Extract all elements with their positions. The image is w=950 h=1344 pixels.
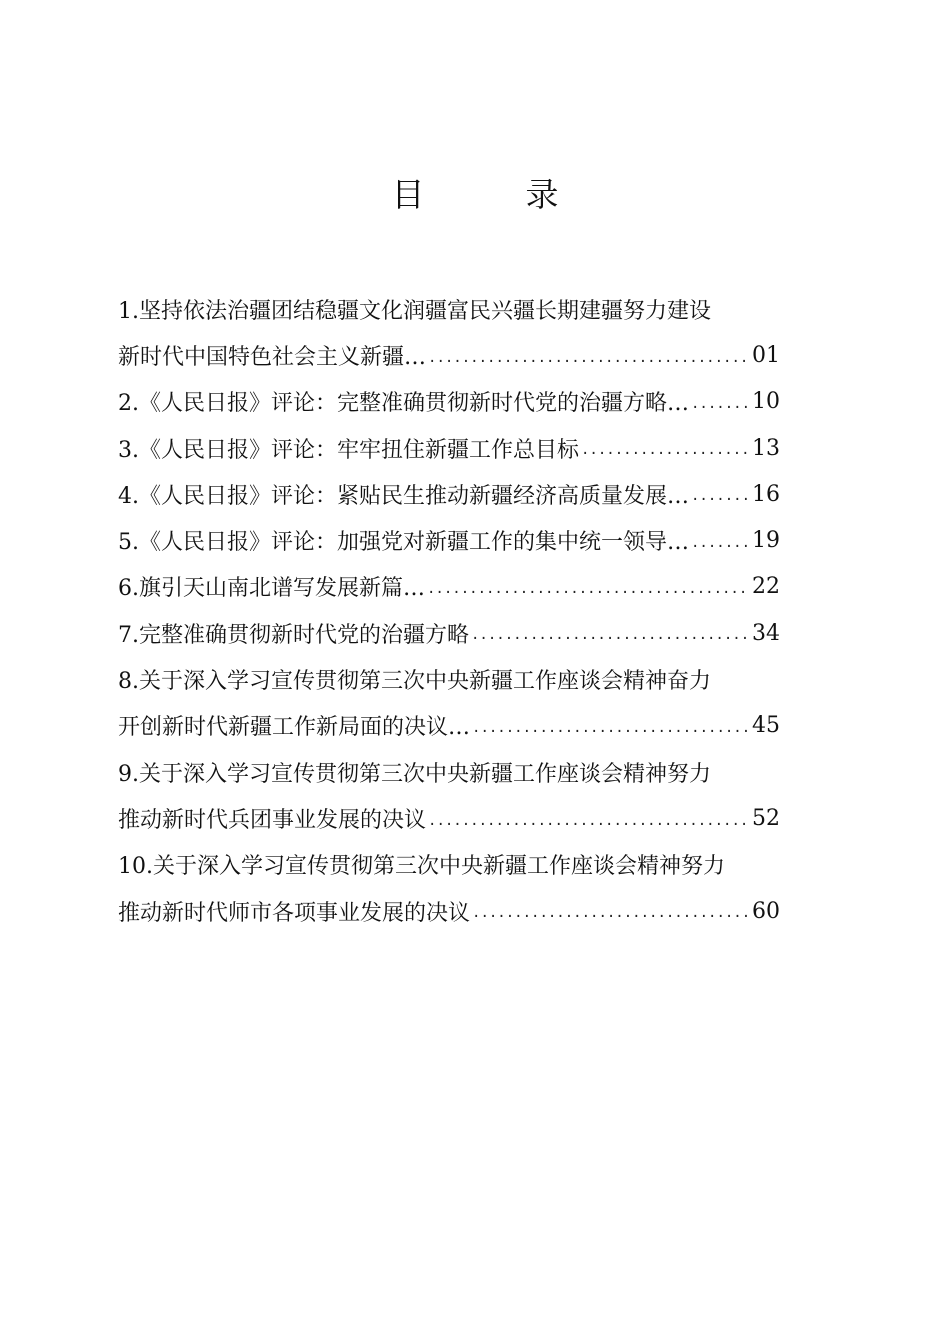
dot-leader	[428, 813, 750, 842]
dot-leader	[472, 905, 750, 934]
toc-entry-text: 开创新时代新疆工作新局面的决议…	[118, 715, 471, 741]
toc-page-number: 34	[752, 620, 780, 646]
toc-entry-text: 4.《人民日报》评论：紧贴民生推动新疆经济高质量发展…	[118, 483, 689, 509]
toc-entry-text: 10.关于深入学习宣传贯彻第三次中央新疆工作座谈会精神努力	[118, 854, 725, 880]
toc-entry-text: 5.《人民日报》评论：加强党对新疆工作的集中统一领导…	[118, 530, 689, 556]
toc-entry-10-line-1	[118, 842, 823, 888]
toc-entry-6[interactable]	[118, 564, 780, 610]
toc-page-number: 13	[752, 435, 780, 461]
table-of-contents	[118, 286, 823, 934]
dot-leader	[691, 535, 750, 564]
toc-entry-9-line-1	[118, 749, 823, 795]
toc-entry-text: 2.《人民日报》评论：完整准确贯彻新时代党的治疆方略…	[118, 391, 689, 417]
toc-page-number: 10	[752, 389, 780, 415]
toc-entry-text: 7.完整准确贯彻新时代党的治疆方略	[118, 622, 469, 648]
toc-entry-10[interactable]	[118, 888, 780, 934]
toc-entry-7[interactable]	[118, 610, 780, 656]
toc-page-number: 22	[752, 574, 780, 600]
toc-entry-text: 新时代中国特色社会主义新疆…	[118, 344, 427, 370]
toc-entry-8[interactable]	[118, 703, 780, 749]
toc-entry-text: 推动新时代师市各项事业发展的决议	[118, 900, 471, 926]
dot-leader	[428, 350, 750, 379]
toc-entry-3[interactable]	[118, 425, 780, 471]
toc-page-number: 60	[752, 898, 780, 924]
toc-entry-text: 推动新时代兵团事业发展的决议	[118, 807, 427, 833]
dot-leader	[427, 581, 750, 610]
dot-leader	[581, 442, 750, 471]
dot-leader	[691, 396, 750, 425]
toc-entry-5[interactable]	[118, 517, 780, 563]
page-title: 目 录	[391, 175, 593, 214]
toc-entry-9[interactable]	[118, 795, 780, 841]
dot-leader	[472, 720, 750, 749]
toc-page-number: 45	[752, 713, 780, 739]
toc-page-number: 01	[752, 342, 780, 368]
toc-entry-text: 8.关于深入学习宣传贯彻第三次中央新疆工作座谈会精神奋力	[118, 669, 711, 695]
dot-leader	[471, 627, 750, 656]
toc-entry-2[interactable]	[118, 379, 780, 425]
toc-page-number: 52	[752, 805, 780, 831]
toc-entry-4[interactable]	[118, 471, 780, 517]
toc-page-number: 19	[752, 528, 780, 554]
toc-entry-8-line-1	[118, 656, 823, 702]
toc-entry-text: 1.坚持依法治疆团结稳疆文化润疆富民兴疆长期建疆努力建设	[118, 298, 711, 324]
toc-page-number: 16	[752, 481, 780, 507]
toc-entry-1-line-1	[118, 286, 823, 332]
toc-entry-1[interactable]	[118, 332, 780, 378]
dot-leader	[691, 488, 750, 517]
toc-entry-text: 6.旗引天山南北谱写发展新篇…	[118, 576, 425, 602]
toc-entry-text: 3.《人民日报》评论：牢牢扭住新疆工作总目标	[118, 437, 579, 463]
toc-entry-text: 9.关于深入学习宣传贯彻第三次中央新疆工作座谈会精神努力	[118, 761, 711, 787]
